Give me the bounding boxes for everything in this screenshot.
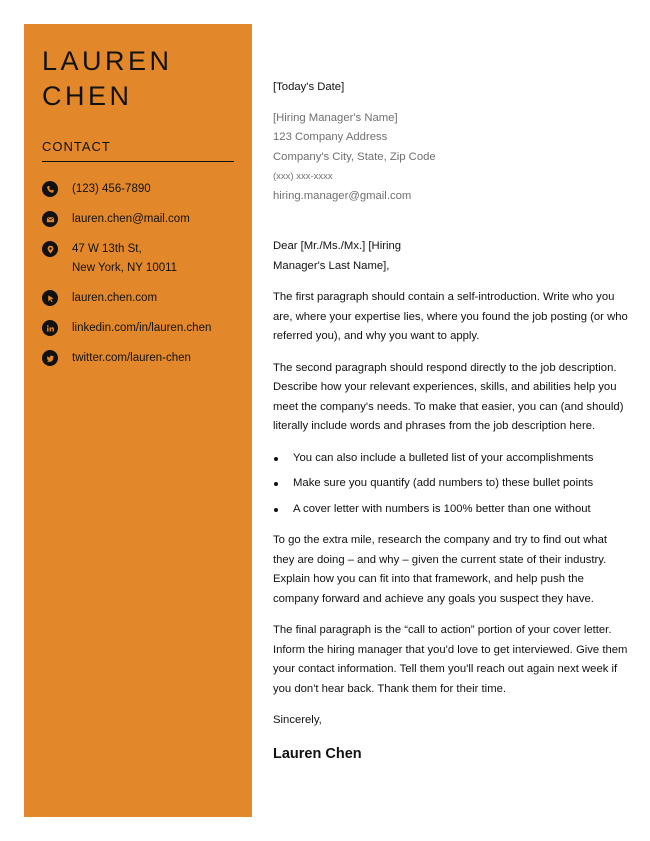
email-icon [42, 211, 58, 227]
contact-website-text[interactable]: lauren.chen.com [72, 292, 158, 304]
phone-icon [42, 181, 58, 197]
list-item: Make sure you quantify (add numbers to) these bullet points [273, 474, 629, 494]
contact-phone-text[interactable]: (123) 456-7890 [72, 183, 151, 195]
contact-linkedin-text[interactable]: linkedin.com/in/lauren.chen [72, 322, 212, 334]
contact-email-text[interactable]: lauren.chen@mail.com [72, 213, 190, 225]
twitter-icon [42, 350, 58, 366]
accomplishment-list [273, 449, 629, 520]
applicant-last-name: CHEN [42, 81, 133, 111]
salutation-line-1: Dear [Mr./Ms./Mx.] [Hiring [273, 240, 402, 252]
contact-linkedin [42, 319, 211, 338]
contact-twitter-text[interactable]: twitter.com/lauren-chen [72, 352, 191, 364]
letter-date: [Today's Date] [273, 81, 345, 93]
salutation-line-2: Manager's Last Name], [273, 259, 390, 272]
signature-name: Lauren Chen [273, 745, 362, 762]
recipient-name: [Hiring Manager's Name] [273, 111, 398, 124]
closing: Sincerely, [273, 714, 322, 726]
applicant-name [42, 44, 242, 114]
applicant-first-name: LAUREN [42, 46, 173, 76]
salutation [273, 237, 629, 276]
list-item: A cover letter with numbers is 100% better than one without [273, 500, 629, 520]
paragraph-call-to-action: The final paragraph is the “call to action” portion of your cover letter. Inform the hiring manager that you'd love to get interviewed. Give them your contact information. Tell them you'll reach out again next week if you don't hear back. Thank them for their time. [273, 624, 628, 695]
paragraph-intro: The first paragraph should contain a self-introduction. Write who you are, where your expertise lies, where you found the job posting (or who referred you), and why you want to apply. [273, 291, 628, 342]
paragraph-research: To go the extra mile, research the company and try to find out what they are doing – and why – given the current state of their industry. Explain how you can fit into that framework, and help push the company forward and achieve any goals you suspect they have. [273, 534, 608, 605]
recipient-city: Company's City, State, Zip Code [273, 150, 436, 163]
contact-address-text [72, 240, 177, 278]
contact-twitter [42, 349, 191, 368]
contact-website [42, 289, 157, 308]
website-icon [42, 290, 58, 306]
recipient-block [273, 109, 629, 207]
sidebar [24, 24, 252, 817]
recipient-email: hiring.manager@gmail.com [273, 189, 412, 202]
recipient-address: 123 Company Address [273, 131, 388, 143]
contact-divider [42, 161, 234, 162]
list-item: You can also include a bulleted list of your accomplishments [273, 449, 629, 469]
contact-heading: CONTACT [42, 139, 111, 154]
address-line-2: New York, NY 10011 [72, 262, 178, 274]
paragraph-job-fit: The second paragraph should respond directly to the job description. Describe how your relevant experiences, skills, and abilities help you meet the company's needs. To make that easier, you can (and should) literally include words and phrases from the job description here. [273, 361, 624, 432]
recipient-phone: (xxx) xxx-xxxx [273, 171, 333, 182]
contact-email [42, 210, 190, 229]
location-icon [42, 241, 58, 257]
address-line-1: 47 W 13th St, [72, 243, 142, 255]
contact-address [42, 240, 177, 278]
cover-letter-body [273, 78, 629, 764]
contact-phone [42, 180, 151, 199]
linkedin-icon [42, 320, 58, 336]
